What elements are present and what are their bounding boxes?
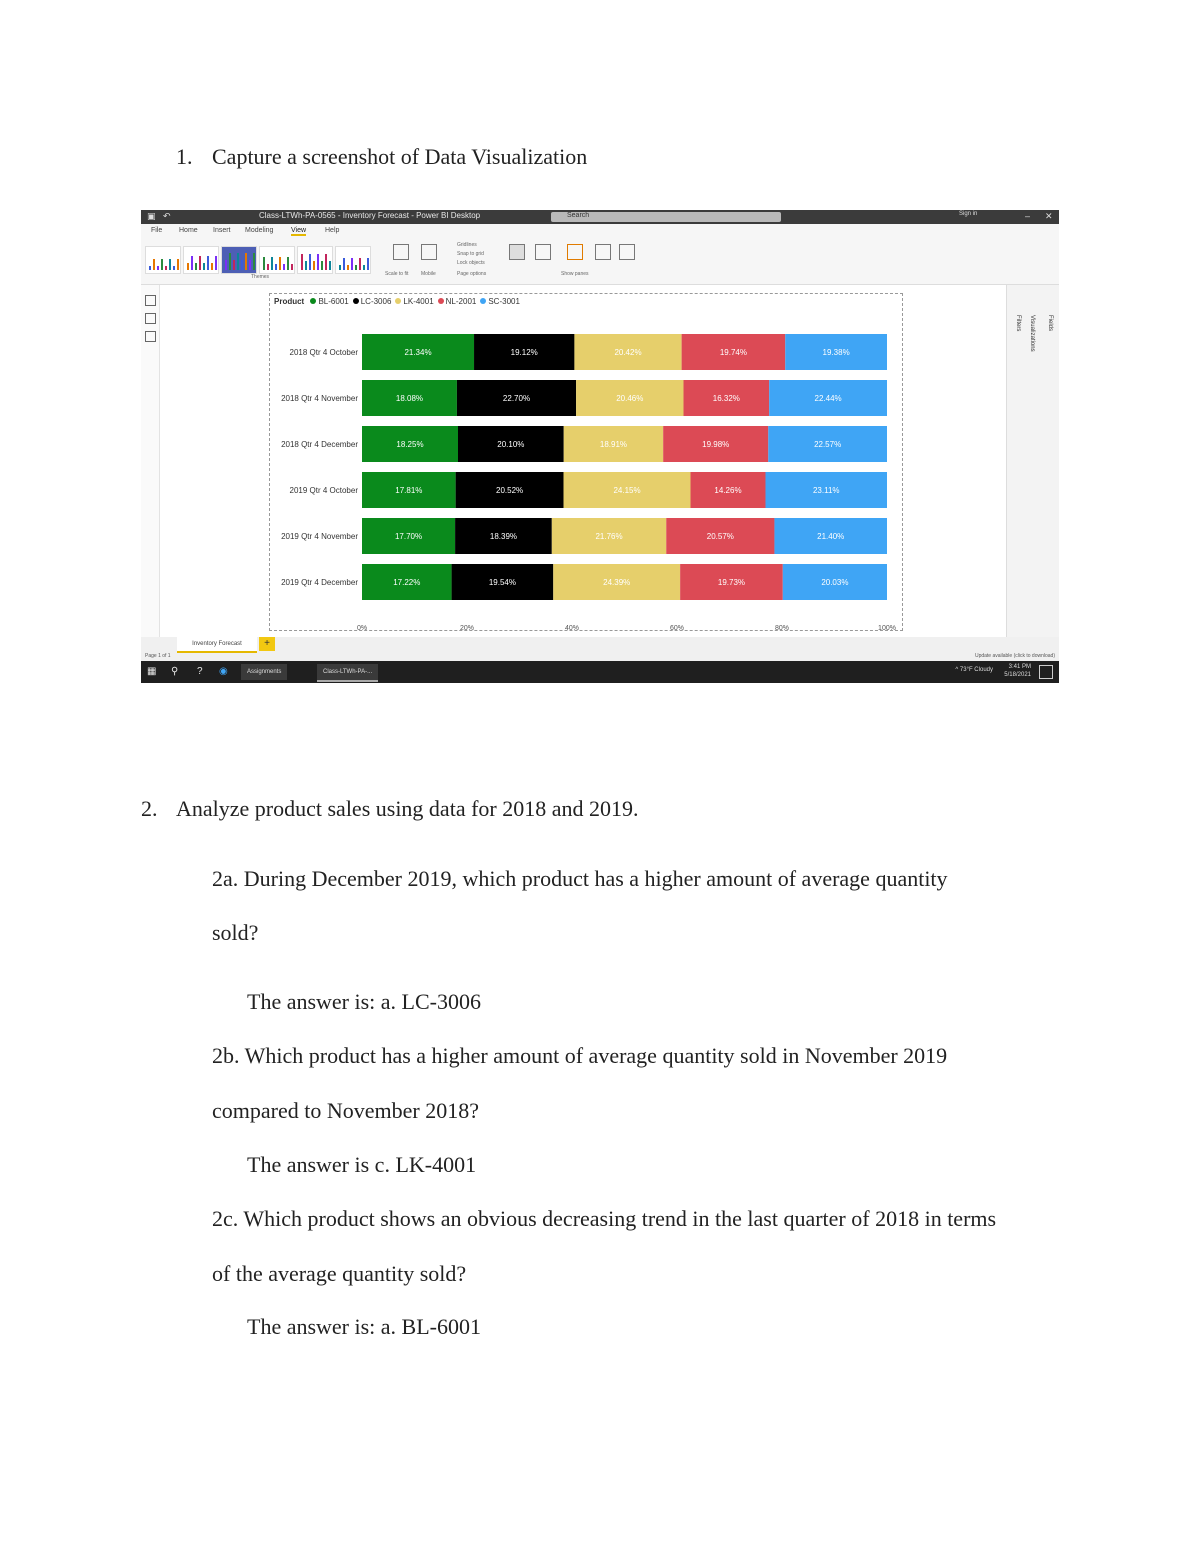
lock-objects-checkbox[interactable]: Lock objects — [457, 260, 485, 266]
menu-help[interactable]: Help — [325, 227, 340, 234]
taskbar-app-powerbi[interactable]: Class-LTWh-PA-... — [317, 664, 378, 682]
theme-swatch-5[interactable] — [297, 246, 333, 274]
data-label: 23.11% — [812, 486, 840, 495]
data-label: 20.10% — [497, 440, 525, 449]
menu-view[interactable]: View — [291, 227, 307, 234]
data-label: 19.12% — [510, 348, 538, 357]
data-label: 20.46% — [616, 394, 644, 403]
window-title-bar — [141, 210, 1059, 224]
theme-bar — [271, 257, 273, 270]
theme-bar — [195, 263, 197, 270]
update-info[interactable]: Update available (click to download) — [974, 653, 1055, 659]
question-1 — [176, 144, 587, 170]
report-view-icon[interactable] — [145, 295, 156, 306]
q2a-line-1: 2a. During December 2019, which product has a higher amount of average quantity — [212, 866, 948, 891]
theme-bar — [351, 258, 353, 270]
theme-bar — [291, 264, 293, 270]
x-tick-label: 80% — [774, 625, 790, 630]
question-1-text: Capture a screenshot of Data Visualization — [212, 144, 588, 169]
notifications-icon[interactable] — [1039, 665, 1053, 679]
legend-label: LK-4001 — [403, 297, 434, 306]
power-bi-screenshot — [141, 210, 1059, 683]
report-canvas — [161, 285, 1006, 637]
data-label: 22.44% — [814, 394, 842, 403]
edge-icon[interactable]: ◉ — [219, 666, 228, 677]
selection-pane-icon[interactable] — [567, 244, 583, 260]
theme-bar — [173, 266, 175, 270]
theme-bar — [149, 266, 151, 270]
theme-bar — [283, 264, 285, 270]
q2b-line-1: 2b. Which product has a higher amount of average quantity sold in November 2019 — [212, 1043, 948, 1068]
theme-bar — [339, 265, 341, 270]
theme-bar — [161, 259, 163, 270]
search-icon[interactable]: ⚲ — [171, 666, 179, 677]
visualizations-pane-label[interactable]: Visualizations — [1029, 315, 1035, 352]
theme-bar — [325, 254, 327, 270]
theme-swatch-2[interactable] — [183, 246, 219, 274]
category-label: 2018 Qtr 4 December — [281, 440, 358, 449]
theme-bar — [157, 266, 159, 270]
data-label: 19.73% — [717, 578, 746, 587]
theme-swatch-1[interactable] — [145, 246, 181, 274]
ribbon — [141, 224, 1059, 285]
model-view-icon[interactable] — [145, 331, 156, 342]
x-tick-label: 0% — [356, 625, 368, 630]
themes-group-label: Themes — [251, 274, 270, 280]
theme-bar — [169, 259, 171, 270]
category-label: 2018 Qtr 4 November — [281, 394, 358, 403]
data-label: 18.08% — [395, 394, 424, 403]
view-switcher — [141, 285, 160, 637]
theme-bar — [367, 258, 369, 270]
theme-swatch-6[interactable] — [335, 246, 371, 274]
theme-bar — [329, 261, 331, 270]
start-icon[interactable]: ▦ — [147, 666, 157, 677]
system-tray: ^ 73°F Cloudy — [955, 667, 993, 673]
x-tick-label: 40% — [564, 625, 580, 630]
theme-bar — [305, 261, 307, 270]
mobile-group-label: Mobile — [421, 271, 436, 277]
help-icon[interactable]: ? — [197, 666, 203, 677]
theme-bar — [165, 266, 167, 270]
data-label: 24.15% — [613, 486, 641, 495]
theme-bar — [237, 253, 239, 270]
theme-bar — [313, 261, 315, 270]
category-label: 2019 Qtr 4 November — [281, 532, 358, 541]
theme-bar — [191, 256, 193, 270]
data-label: 21.76% — [595, 532, 623, 541]
theme-bar — [355, 265, 357, 270]
data-label: 21.34% — [404, 348, 432, 357]
sync-slicers-icon[interactable] — [619, 244, 635, 260]
clock-date: 5/18/2021 — [1004, 672, 1031, 678]
data-label: 19.54% — [488, 578, 516, 587]
q2c-line-1: 2c. Which product shows an obvious decreasing trend in the last quarter of 2018 in terms — [212, 1206, 997, 1231]
data-label: 20.03% — [821, 578, 849, 587]
add-page-button[interactable]: + — [259, 637, 275, 651]
taskbar-clock — [1004, 663, 1031, 679]
theme-bar — [347, 265, 349, 270]
legend-label: BL-6001 — [318, 297, 349, 306]
q2a-answer: The answer is: a. LC-3006 — [247, 989, 481, 1014]
theme-swatch-3[interactable] — [221, 246, 257, 274]
data-label: 14.26% — [714, 486, 742, 495]
save-icon: ▣ — [147, 211, 156, 221]
stacked-bar-visual[interactable] — [269, 293, 903, 631]
legend-label: LC-3006 — [360, 297, 392, 306]
theme-bar — [245, 253, 247, 270]
data-label: 19.98% — [702, 440, 730, 449]
close-icon[interactable]: ✕ — [1045, 211, 1053, 221]
q2c-line-2: of the average quantity sold? — [212, 1261, 467, 1286]
page-tab-bar — [141, 637, 1059, 661]
data-label: 24.39% — [603, 578, 631, 587]
page-info: Page 1 of 1 — [145, 653, 171, 659]
question-2-number: 2. — [141, 796, 158, 821]
theme-bar — [225, 260, 227, 270]
data-label: 20.57% — [706, 532, 734, 541]
chart-svg — [270, 294, 900, 630]
menu-insert[interactable]: Insert — [213, 227, 231, 234]
question-2-text: Analyze product sales using data for 2018 and 2019. — [176, 796, 639, 821]
undo-icon: ↶ — [163, 211, 171, 221]
theme-bar — [275, 264, 277, 270]
clock-time: 3:41 PM — [1008, 664, 1031, 670]
theme-bar — [199, 256, 201, 270]
search-placeholder: Search — [567, 212, 590, 219]
gridlines-checkbox[interactable]: Gridlines — [457, 242, 477, 248]
search-box[interactable] — [551, 212, 781, 222]
data-label: 17.81% — [395, 486, 423, 495]
legend-label: NL-2001 — [445, 297, 477, 306]
right-panes — [1006, 285, 1059, 637]
theme-bar — [317, 254, 319, 270]
data-label: 19.74% — [719, 348, 748, 357]
x-tick-label: 60% — [669, 625, 685, 630]
data-label: 21.40% — [817, 532, 845, 541]
legend-title: Product — [274, 297, 305, 306]
data-label: 22.70% — [502, 394, 531, 403]
data-label: 17.70% — [394, 532, 423, 541]
snap-to-grid-checkbox[interactable]: Snap to grid — [457, 251, 484, 257]
theme-bar — [363, 265, 365, 270]
category-label: 2019 Qtr 4 December — [281, 578, 358, 587]
data-label: 17.22% — [393, 578, 421, 587]
q2b-answer: The answer is c. LK-4001 — [247, 1152, 477, 1177]
filters-pane-label[interactable]: Filters — [1015, 315, 1021, 332]
theme-bar — [207, 256, 209, 270]
scale-to-fit-icon[interactable] — [393, 244, 409, 260]
theme-bar — [249, 260, 251, 270]
performance-analyzer-icon[interactable] — [595, 244, 611, 260]
minimize-icon[interactable]: – — [1025, 211, 1031, 221]
theme-bar — [229, 253, 231, 270]
theme-bar — [359, 258, 361, 270]
data-label: 18.39% — [489, 532, 518, 541]
theme-bar — [233, 260, 235, 270]
fields-pane-label[interactable]: Fields — [1047, 315, 1053, 332]
data-label: 20.42% — [614, 348, 642, 357]
theme-bar — [267, 264, 269, 270]
mobile-layout-icon[interactable] — [421, 244, 437, 260]
sign-in-label[interactable]: Sign in — [959, 211, 978, 217]
menu-modeling[interactable]: Modeling — [245, 227, 274, 234]
page-options-group-label: Page options — [457, 271, 487, 277]
category-label: 2019 Qtr 4 October — [289, 486, 358, 495]
bookmarks-pane-icon[interactable] — [535, 244, 551, 260]
data-label: 16.32% — [712, 394, 740, 403]
q2c-answer: The answer is: a. BL-6001 — [247, 1314, 481, 1339]
theme-bar — [241, 260, 243, 270]
filters-pane-icon[interactable] — [509, 244, 525, 260]
data-label: 20.52% — [496, 486, 524, 495]
data-label: 18.91% — [599, 440, 628, 449]
menu-home[interactable]: Home — [179, 227, 198, 234]
theme-bar — [211, 263, 213, 270]
theme-bar — [177, 259, 179, 270]
theme-bar — [287, 257, 289, 270]
data-label: 18.25% — [396, 440, 424, 449]
theme-bar — [279, 257, 281, 270]
menu-file[interactable]: File — [151, 227, 163, 234]
theme-swatch-4[interactable] — [259, 246, 295, 274]
data-label: 22.57% — [814, 440, 842, 449]
question-1-number: 1. — [176, 144, 193, 169]
theme-bar — [153, 259, 155, 270]
data-label: 19.38% — [822, 348, 850, 357]
legend-label: SC-3001 — [488, 297, 520, 306]
theme-bar — [187, 263, 189, 270]
q2b-line-2: compared to November 2018? — [212, 1098, 479, 1123]
theme-bar — [301, 254, 303, 270]
theme-bar — [309, 254, 311, 270]
theme-bar — [321, 261, 323, 270]
theme-bar — [343, 258, 345, 270]
theme-bar — [215, 256, 217, 270]
window-title: Class-LTWh-PA-0565 - Inventory Forecast - Power BI Desktop — [259, 211, 481, 220]
x-tick-label: 20% — [459, 625, 475, 630]
x-tick-label: 100% — [878, 625, 896, 630]
q2a-line-2: sold? — [212, 920, 259, 945]
theme-bar — [263, 257, 265, 270]
show-panes-group-label: Show panes — [561, 271, 589, 277]
page-tab-inventory-forecast[interactable]: Inventory Forecast — [177, 637, 257, 653]
theme-bar — [203, 263, 205, 270]
windows-taskbar — [141, 661, 1059, 683]
scale-group-label: Scale to fit — [385, 271, 409, 277]
taskbar-app-assignments[interactable]: Assignments — [241, 664, 287, 680]
category-label: 2018 Qtr 4 October — [289, 348, 358, 357]
data-view-icon[interactable] — [145, 313, 156, 324]
theme-bar — [253, 253, 255, 270]
question-2 — [141, 796, 639, 822]
